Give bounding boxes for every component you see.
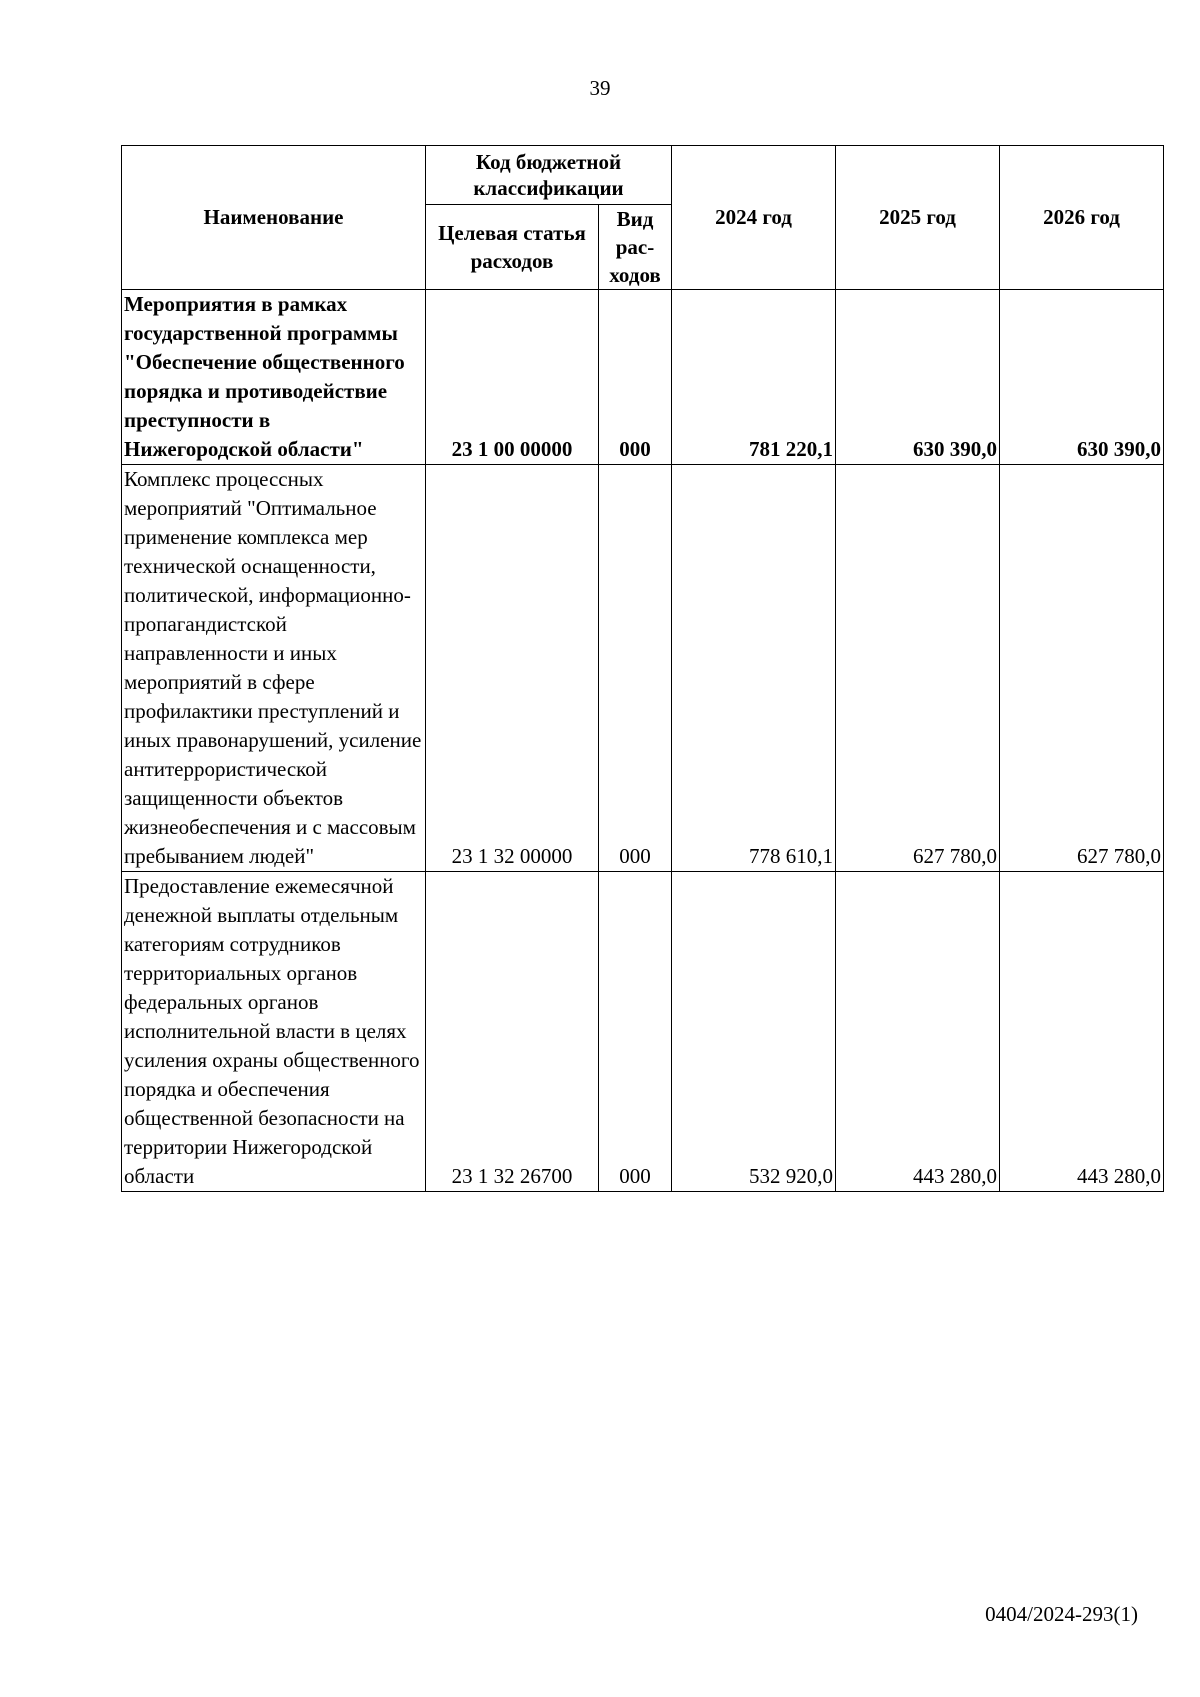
header-expense-type: Вид рас-ходов	[599, 205, 672, 290]
table-row	[122, 872, 1164, 1192]
row-name: Мероприятия в рамках государственной программы "Обеспечение общественного порядка и противодействие преступности в Нижегородской области"	[122, 290, 426, 465]
row-target-article: 23 1 32 26700	[426, 872, 599, 1192]
header-code-group: Код бюджетной классификации	[426, 146, 672, 205]
page-number: 39	[589, 76, 611, 100]
header-target-article: Целевая статья расходов	[426, 205, 599, 290]
table-header	[122, 146, 1164, 290]
row-amount-2025: 443 280,0	[836, 872, 1000, 1192]
row-expense-type: 000	[599, 465, 672, 872]
row-amount-2024: 532 920,0	[672, 872, 836, 1192]
row-name: Предоставление ежемесячной денежной выплаты отдельным категориям сотрудников территориальных органов федеральных органов исполнительной власти в целях усиления охраны общественного порядка и обеспечения общественной безопасности на территории Нижегородской области	[122, 872, 426, 1192]
row-expense-type: 000	[599, 872, 672, 1192]
row-target-article: 23 1 32 00000	[426, 465, 599, 872]
row-amount-2025: 627 780,0	[836, 465, 1000, 872]
row-expense-type: 000	[599, 290, 672, 465]
budget-table	[121, 145, 1164, 1192]
row-target-article: 23 1 00 00000	[426, 290, 599, 465]
row-amount-2024: 781 220,1	[672, 290, 836, 465]
table-row	[122, 290, 1164, 465]
table-row	[122, 465, 1164, 872]
header-year-2026: 2026 год	[1000, 146, 1164, 290]
row-amount-2026: 627 780,0	[1000, 465, 1164, 872]
header-name: Наименование	[122, 146, 426, 290]
row-amount-2024: 778 610,1	[672, 465, 836, 872]
row-amount-2026: 630 390,0	[1000, 290, 1164, 465]
header-year-2025: 2025 год	[836, 146, 1000, 290]
row-amount-2025: 630 390,0	[836, 290, 1000, 465]
row-name: Комплекс процессных мероприятий "Оптимальное применение комплекса мер технической оснащенности, политической, информационно-пропагандистской направленности и иных мероприятий в сфере профилактики преступлений и иных правонарушений, усиление антитеррористической защищенности объектов жизнеобеспечения и с массовым пребыванием людей"	[122, 465, 426, 872]
header-year-2024: 2024 год	[672, 146, 836, 290]
row-amount-2026: 443 280,0	[1000, 872, 1164, 1192]
document-code: 0404/2024-293(1)	[985, 1602, 1138, 1626]
